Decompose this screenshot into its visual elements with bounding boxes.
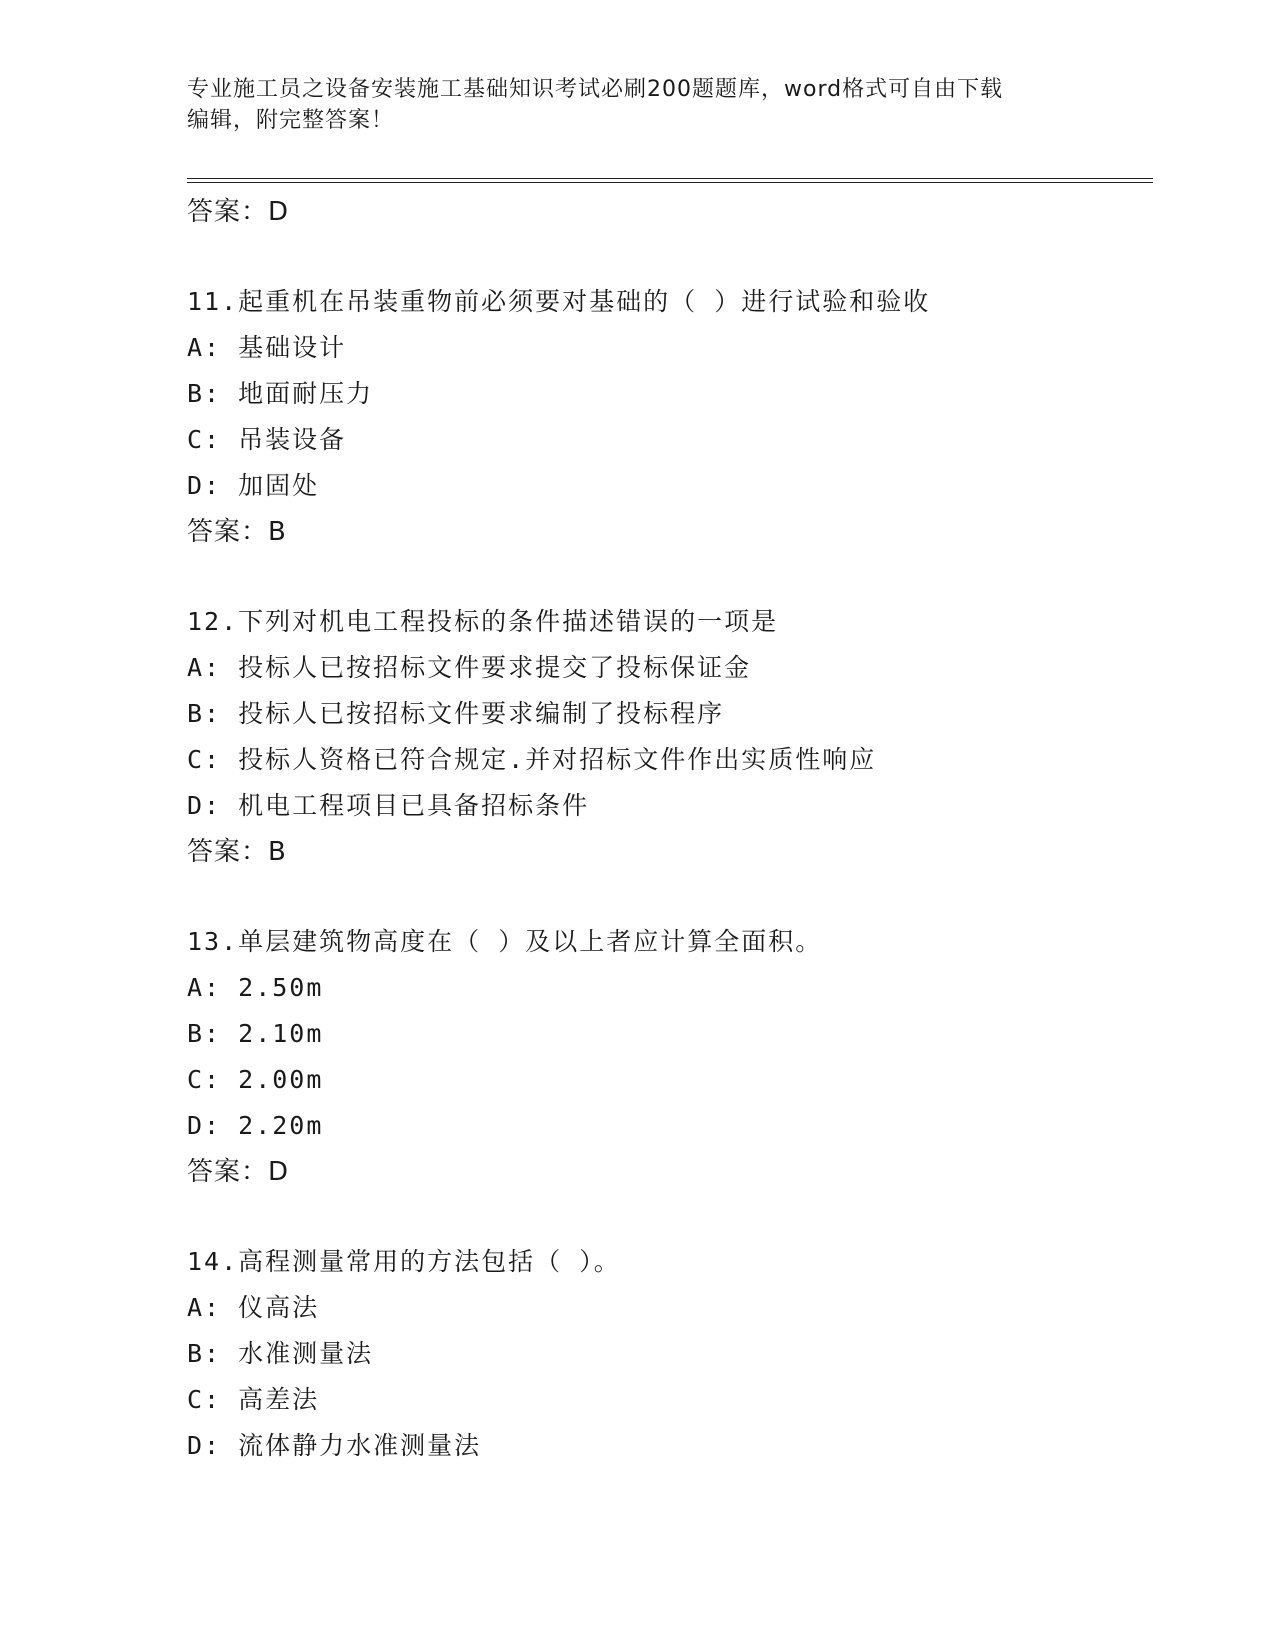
- header-divider-top: [187, 178, 1153, 179]
- option-a: A: 2.50m: [187, 973, 324, 1002]
- option-a: A: 仪高法: [187, 1293, 320, 1322]
- option-b: B: 地面耐压力: [187, 379, 374, 408]
- header-line-1: 专业施工员之设备安装施工基础知识考试必刷200题题库，word格式可自由下载: [187, 77, 1004, 102]
- option-b: B: 2.10m: [187, 1019, 324, 1048]
- header-line-2: 编辑，附完整答案！: [187, 108, 395, 133]
- question-list: [187, 189, 1153, 1469]
- option-c: C: 2.00m: [187, 1065, 324, 1094]
- answer: 答案：B: [187, 837, 287, 867]
- page-header: [187, 74, 1087, 136]
- option-c: C: 投标人资格已符合规定.并对招标文件作出实质性响应: [187, 745, 877, 774]
- spacer: [187, 235, 1153, 279]
- option-a: A: 投标人已按招标文件要求提交了投标保证金: [187, 653, 752, 682]
- question-stem: 14.高程测量常用的方法包括（ ）。: [187, 1247, 621, 1276]
- option-a: A: 基础设计: [187, 333, 347, 362]
- option-d: D: 加固处: [187, 471, 320, 500]
- question-12: [187, 599, 1153, 875]
- option-d: D: 流体静力水准测量法: [187, 1431, 482, 1460]
- question-13: [187, 919, 1153, 1195]
- answer: 答案：D: [187, 1157, 290, 1187]
- option-d: D: 2.20m: [187, 1111, 324, 1140]
- question-stem: 11.起重机在吊装重物前必须要对基础的（ ）进行试验和验收: [187, 287, 931, 316]
- question-11: [187, 279, 1153, 555]
- previous-answer: 答案：D: [187, 197, 290, 227]
- question-stem: 12.下列对机电工程投标的条件描述错误的一项是: [187, 607, 779, 636]
- option-b: B: 水准测量法: [187, 1339, 374, 1368]
- question-14: [187, 1239, 1153, 1469]
- spacer: [187, 875, 1153, 919]
- option-b: B: 投标人已按招标文件要求编制了投标程序: [187, 699, 725, 728]
- option-c: C: 高差法: [187, 1385, 320, 1414]
- header-divider-bottom: [187, 182, 1153, 183]
- spacer: [187, 1195, 1153, 1239]
- question-stem: 13.单层建筑物高度在（ ）及以上者应计算全面积。: [187, 927, 823, 956]
- answer: 答案：B: [187, 517, 287, 547]
- spacer: [187, 555, 1153, 599]
- option-d: D: 机电工程项目已具备招标条件: [187, 791, 590, 820]
- option-c: C: 吊装设备: [187, 425, 347, 454]
